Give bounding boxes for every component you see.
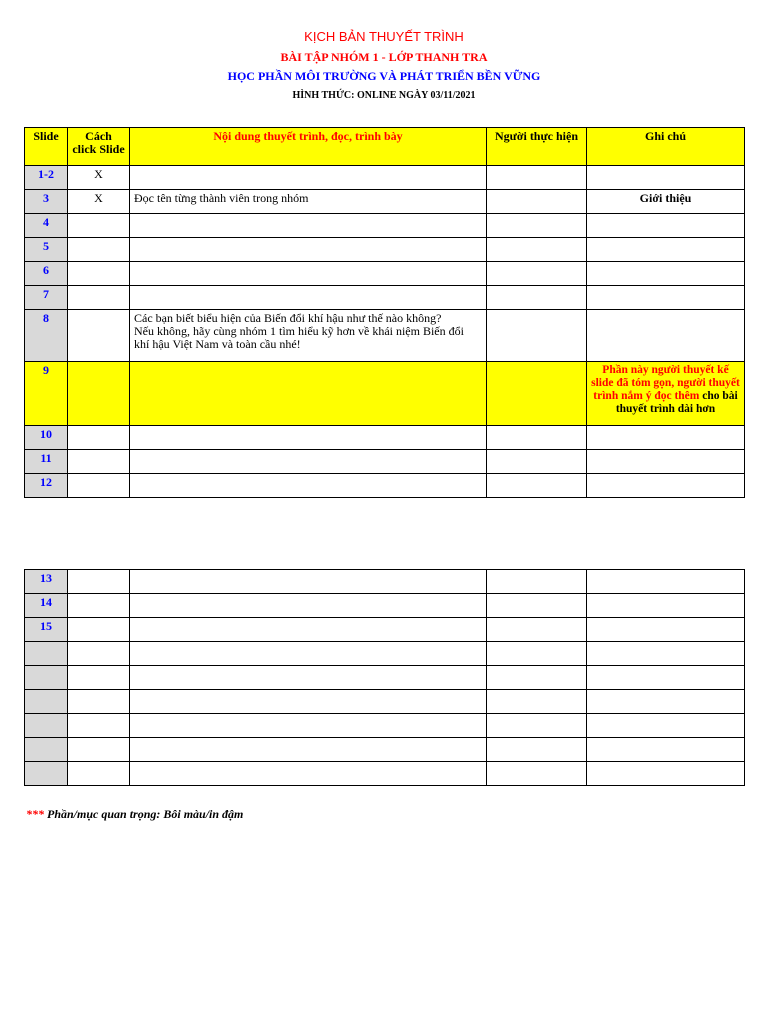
note-cell[interactable] [587, 594, 745, 618]
click-cell[interactable] [68, 618, 130, 642]
content-cell[interactable] [130, 450, 487, 474]
click-cell[interactable] [68, 714, 130, 738]
table-row [25, 642, 745, 666]
presenter-cell[interactable] [487, 362, 587, 426]
note-cell[interactable] [587, 166, 745, 190]
footnote-stars: *** [26, 807, 44, 821]
slide-number: 13 [25, 570, 68, 594]
content-cell[interactable] [130, 474, 487, 498]
presentation-format: HÌNH THỨC: ONLINE NGÀY 03/11/2021 [292, 90, 476, 101]
presenter-cell[interactable] [487, 450, 587, 474]
click-cell[interactable] [68, 262, 130, 286]
note-cell[interactable] [587, 426, 745, 450]
content-cell[interactable] [130, 166, 487, 190]
col-header-slide: Slide [25, 128, 68, 166]
click-cell[interactable]: X [68, 190, 130, 214]
click-cell[interactable] [68, 426, 130, 450]
table-row [25, 214, 745, 238]
presenter-cell[interactable] [487, 570, 587, 594]
document-title: KỊCH BẢN THUYẾT TRÌNH [304, 29, 464, 44]
click-cell[interactable] [68, 238, 130, 262]
table-row [25, 618, 745, 642]
col-header-click: Cách click Slide [68, 128, 130, 166]
script-table-continued [24, 569, 745, 786]
presenter-cell[interactable] [487, 426, 587, 450]
note-cell[interactable] [587, 262, 745, 286]
document-subtitle: BÀI TẬP NHÓM 1 - LỚP THANH TRA [280, 50, 488, 64]
table-row [25, 310, 745, 362]
presenter-cell[interactable] [487, 738, 587, 762]
slide-number: 9 [25, 362, 68, 426]
presenter-cell[interactable] [487, 238, 587, 262]
script-table [24, 127, 745, 498]
content-cell[interactable] [130, 762, 487, 786]
note-cell[interactable] [587, 238, 745, 262]
course-name: HỌC PHẦN MÔI TRƯỜNG VÀ PHÁT TRIỂN BỀN VỮNG [227, 69, 541, 83]
content-cell[interactable] [130, 594, 487, 618]
note-cell[interactable] [587, 474, 745, 498]
content-cell[interactable] [130, 690, 487, 714]
slide-number [25, 714, 68, 738]
table-row [25, 666, 745, 690]
presenter-cell[interactable] [487, 690, 587, 714]
table-row [25, 690, 745, 714]
col-header-content: Nội dung thuyết trình, đọc, trình bày [130, 128, 487, 166]
note-cell[interactable] [587, 286, 745, 310]
content-cell[interactable] [130, 286, 487, 310]
note-cell[interactable] [587, 642, 745, 666]
table-row [25, 166, 745, 190]
note-black-text: cho bài thuyết trình dài hơn [615, 390, 738, 415]
click-cell[interactable] [68, 286, 130, 310]
slide-number: 7 [25, 286, 68, 310]
slide-number: 4 [25, 214, 68, 238]
col-header-presenter: Người thực hiện [487, 128, 587, 166]
presenter-cell[interactable] [487, 642, 587, 666]
slide-number: 11 [25, 450, 68, 474]
note-red-text: Phần này người thuyết kế slide đã tóm gọn, người thuyết trình nắm ý đọc thêm [591, 364, 740, 402]
note-cell[interactable] [587, 362, 745, 426]
content-cell[interactable] [130, 238, 487, 262]
note-cell[interactable]: Giới thiệu [587, 190, 745, 214]
note-cell[interactable] [587, 690, 745, 714]
slide-number: 6 [25, 262, 68, 286]
slide-number: 8 [25, 310, 68, 362]
presenter-cell[interactable] [487, 262, 587, 286]
table-row [25, 426, 745, 450]
footnote [26, 807, 243, 822]
content-cell[interactable] [130, 262, 487, 286]
table-row [25, 238, 745, 262]
content-cell[interactable] [130, 618, 487, 642]
table-row [25, 714, 745, 738]
table-row [25, 190, 745, 214]
content-cell[interactable] [130, 666, 487, 690]
click-cell[interactable]: X [68, 166, 130, 190]
slide-number: 5 [25, 238, 68, 262]
slide-number: 12 [25, 474, 68, 498]
slide-number: 10 [25, 426, 68, 450]
slide-number [25, 666, 68, 690]
note-cell[interactable] [587, 214, 745, 238]
note-cell[interactable] [587, 666, 745, 690]
click-cell[interactable] [68, 362, 130, 426]
note-cell[interactable] [587, 450, 745, 474]
note-cell[interactable] [587, 570, 745, 594]
table-row [25, 286, 745, 310]
note-cell[interactable] [587, 738, 745, 762]
note-cell[interactable] [587, 762, 745, 786]
note-cell[interactable] [587, 618, 745, 642]
click-cell[interactable] [68, 666, 130, 690]
table-row [25, 474, 745, 498]
table-header-row [25, 128, 745, 166]
slide-number: 15 [25, 618, 68, 642]
slide-number [25, 642, 68, 666]
click-cell[interactable] [68, 738, 130, 762]
slide-number: 3 [25, 190, 68, 214]
table-row [25, 594, 745, 618]
table-row [25, 570, 745, 594]
presenter-cell[interactable] [487, 190, 587, 214]
content-cell[interactable] [130, 214, 487, 238]
content-cell[interactable] [130, 714, 487, 738]
content-cell[interactable] [130, 362, 487, 426]
slide-number [25, 690, 68, 714]
presenter-cell[interactable] [487, 214, 587, 238]
click-cell[interactable] [68, 450, 130, 474]
presenter-cell[interactable] [487, 594, 587, 618]
table-row-highlighted [25, 362, 745, 426]
click-cell[interactable] [68, 310, 130, 362]
presenter-cell[interactable] [487, 666, 587, 690]
slide-number: 1-2 [25, 166, 68, 190]
content-cell[interactable]: Các bạn biết biểu hiện của Biến đổi khí hậu như thế nào không? Nếu không, hãy cùng nhóm 1 tìm hiểu kỹ hơn về khái niệm Biến đổi khí hậu Việt Nam và toàn cầu nhé! [130, 310, 487, 362]
table-row [25, 762, 745, 786]
presenter-cell[interactable] [487, 166, 587, 190]
click-cell[interactable] [68, 642, 130, 666]
content-cell[interactable] [130, 738, 487, 762]
content-cell[interactable] [130, 426, 487, 450]
col-header-note: Ghi chú [587, 128, 745, 166]
content-cell[interactable] [130, 642, 487, 666]
click-cell[interactable] [68, 474, 130, 498]
table-row [25, 262, 745, 286]
table-row [25, 450, 745, 474]
presenter-cell[interactable] [487, 310, 587, 362]
presenter-cell[interactable] [487, 474, 587, 498]
slide-number [25, 762, 68, 786]
note-cell[interactable] [587, 310, 745, 362]
footnote-text: Phần/mục quan trọng: Bôi màu/in đậm [44, 807, 244, 821]
slide-number [25, 738, 68, 762]
presenter-cell[interactable] [487, 714, 587, 738]
presenter-cell[interactable] [487, 618, 587, 642]
click-cell[interactable] [68, 762, 130, 786]
presenter-cell[interactable] [487, 762, 587, 786]
click-cell[interactable] [68, 214, 130, 238]
click-cell[interactable] [68, 570, 130, 594]
content-cell[interactable]: Đọc tên từng thành viên trong nhóm [130, 190, 487, 214]
click-cell[interactable] [68, 594, 130, 618]
table-row [25, 738, 745, 762]
click-cell[interactable] [68, 690, 130, 714]
slide-number: 14 [25, 594, 68, 618]
content-cell[interactable] [130, 570, 487, 594]
presenter-cell[interactable] [487, 286, 587, 310]
note-cell[interactable] [587, 714, 745, 738]
